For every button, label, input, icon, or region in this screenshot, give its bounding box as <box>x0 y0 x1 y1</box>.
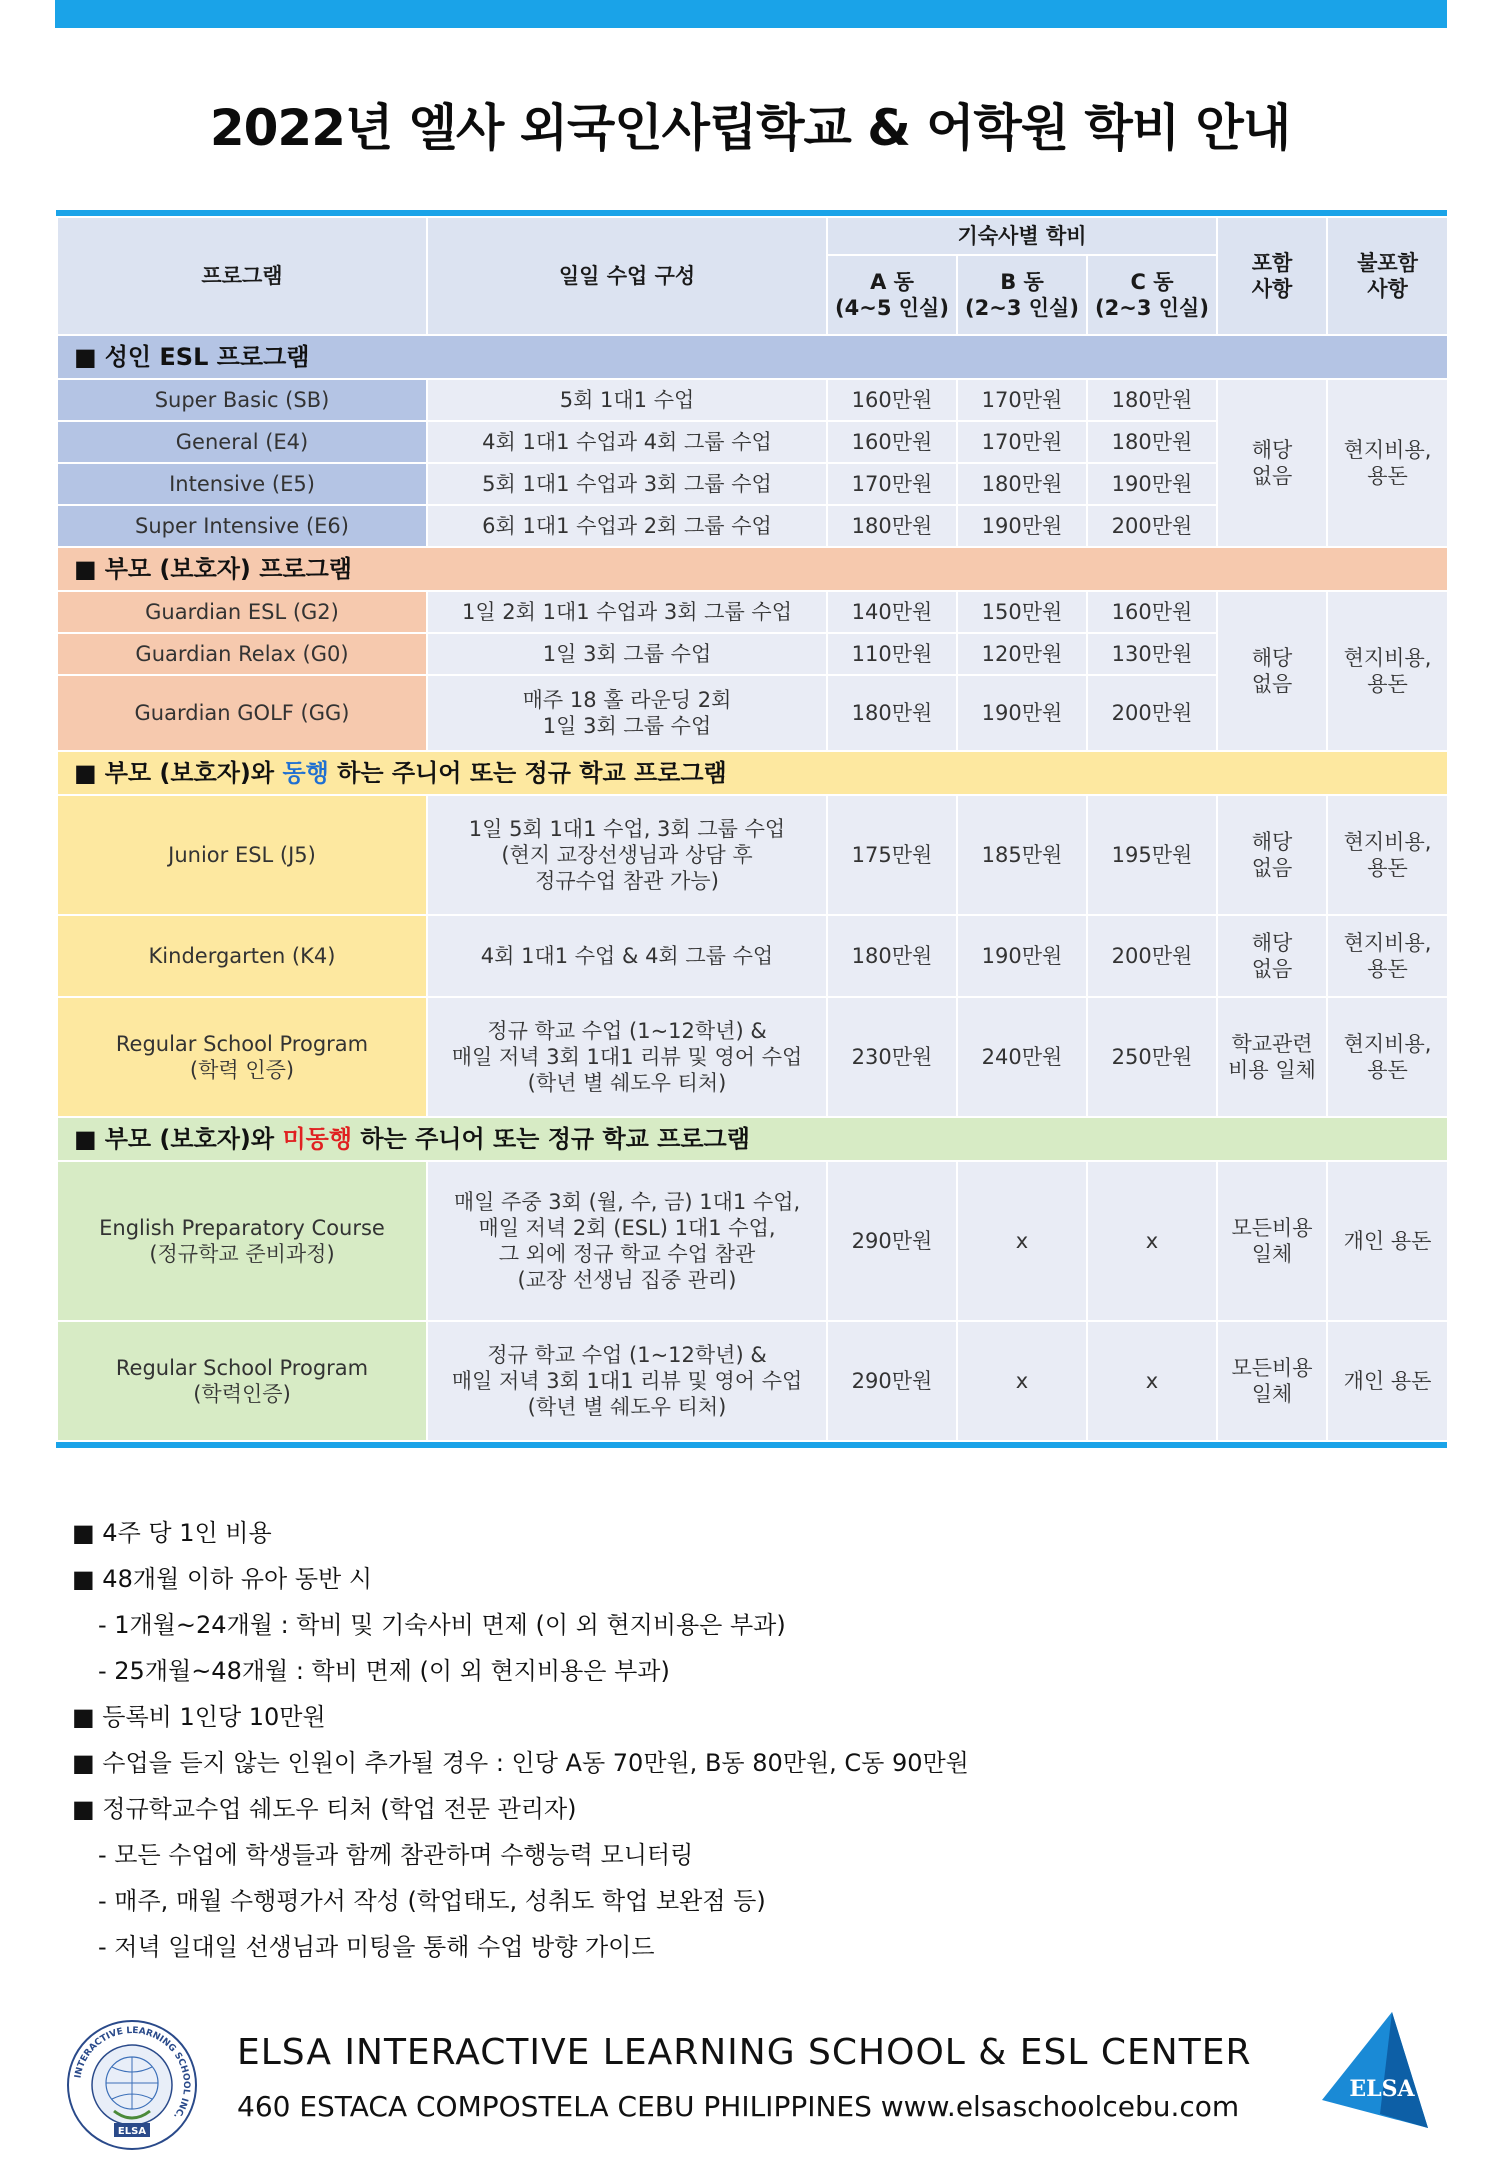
fee-b: 240만원 <box>957 997 1087 1117</box>
excluded-items: 현지비용, 용돈 <box>1327 795 1448 915</box>
daily-classes: 1일 2회 1대1 수업과 3회 그룹 수업 <box>427 591 827 633</box>
excluded-items: 현지비용, 용돈 <box>1327 997 1448 1117</box>
excluded-items: 현지비용, 용돈 <box>1327 379 1448 547</box>
daily-classes: 4회 1대1 수업과 4회 그룹 수업 <box>427 421 827 463</box>
fee-c: 195만원 <box>1087 795 1217 915</box>
fee-c: 190만원 <box>1087 463 1217 505</box>
note-item: ■ 48개월 이하 유아 동반 시 <box>72 1565 373 1593</box>
included-items: 모든비용 일체 <box>1217 1161 1327 1321</box>
svg-text:ELSA: ELSA <box>117 2126 147 2137</box>
excluded-items: 현지비용, 용돈 <box>1327 915 1448 997</box>
section-guardian <box>57 547 1448 591</box>
table-row <box>57 379 1448 421</box>
excluded-items: 현지비용, 용돈 <box>1327 591 1448 751</box>
fee-b: 170만원 <box>957 379 1087 421</box>
note-subitem: - 25개월~48개월 : 학비 면제 (이 외 현지비용은 부과) <box>98 1657 670 1685</box>
fee-a: 290만원 <box>827 1161 957 1321</box>
highlight-unaccompanied: 미동행 <box>282 1125 353 1153</box>
note-item: ■ 4주 당 1인 비용 <box>72 1519 272 1547</box>
program-name: Regular School Program (학력인증) <box>57 1321 427 1441</box>
included-items: 해당 없음 <box>1217 915 1327 997</box>
program-name: Guardian GOLF (GG) <box>57 675 427 751</box>
fee-a: 290만원 <box>827 1321 957 1441</box>
note-subitem: - 저녁 일대일 선생님과 미팅을 통해 수업 방향 가이드 <box>98 1933 655 1961</box>
fee-b: 190만원 <box>957 505 1087 547</box>
included-items: 모든비용 일체 <box>1217 1321 1327 1441</box>
fee-a: 180만원 <box>827 915 957 997</box>
note-subitem: - 모든 수업에 학생들과 함께 참관하며 수행능력 모니터링 <box>98 1841 694 1869</box>
included-items: 학교관련 비용 일체 <box>1217 997 1327 1117</box>
svg-text:ELSA: ELSA <box>1349 2076 1415 2102</box>
daily-classes: 4회 1대1 수업 & 4회 그룹 수업 <box>427 915 827 997</box>
note-item: ■ 수업을 듣지 않는 인원이 추가될 경우 : 인당 A동 70만원, B동 80만원, C동 90만원 <box>72 1749 969 1777</box>
daily-classes: 5회 1대1 수업과 3회 그룹 수업 <box>427 463 827 505</box>
fee-a: 160만원 <box>827 379 957 421</box>
fee-a: 110만원 <box>827 633 957 675</box>
fee-c: x <box>1087 1161 1217 1321</box>
highlight-accompanied: 동행 <box>282 759 329 787</box>
fee-b: 185만원 <box>957 795 1087 915</box>
daily-classes: 매주 18 홀 라운딩 2회 1일 3회 그룹 수업 <box>427 675 827 751</box>
program-name: Junior ESL (J5) <box>57 795 427 915</box>
fee-b: 150만원 <box>957 591 1087 633</box>
fee-b: 120만원 <box>957 633 1087 675</box>
included-items: 해당 없음 <box>1217 379 1327 547</box>
fee-a: 140만원 <box>827 591 957 633</box>
program-name: Intensive (E5) <box>57 463 427 505</box>
fee-c: 250만원 <box>1087 997 1217 1117</box>
daily-classes: 6회 1대1 수업과 2회 그룹 수업 <box>427 505 827 547</box>
fee-b: x <box>957 1321 1087 1441</box>
fee-c: 200만원 <box>1087 915 1217 997</box>
fee-a: 160만원 <box>827 421 957 463</box>
header-program: 프로그램 <box>57 217 427 335</box>
program-name: Super Basic (SB) <box>57 379 427 421</box>
section-with-parent: ■ 부모 (보호자)와 동행 하는 주니어 또는 정규 학교 프로그램 <box>57 751 1448 795</box>
program-name: Super Intensive (E6) <box>57 505 427 547</box>
top-accent-bar <box>55 0 1447 28</box>
program-name: General (E4) <box>57 421 427 463</box>
section-adult-esl <box>57 335 1448 379</box>
notes-list <box>72 1510 1272 1970</box>
fee-c: x <box>1087 1321 1217 1441</box>
fee-a: 180만원 <box>827 505 957 547</box>
school-seal-logo <box>62 2015 202 2155</box>
square-bullet-icon: ■ <box>74 1125 97 1153</box>
header-included: 포함 사항 <box>1217 217 1327 335</box>
table-row <box>57 1321 1448 1441</box>
fee-a: 230만원 <box>827 997 957 1117</box>
header-dorm-fee: 기숙사별 학비 <box>827 217 1217 255</box>
page-title: 2022년 엘사 외국인사립학교 & 어학원 학비 안내 <box>209 99 1291 157</box>
program-name: Guardian Relax (G0) <box>57 633 427 675</box>
table-bottom-rule <box>56 1442 1447 1448</box>
note-item: ■ 등록비 1인당 10만원 <box>72 1703 326 1731</box>
included-items: 해당 없음 <box>1217 795 1327 915</box>
program-name: Regular School Program (학력 인증) <box>57 997 427 1117</box>
header-daily-classes: 일일 수업 구성 <box>427 217 827 335</box>
footer-address: 460 ESTACA COMPOSTELA CEBU PHILIPPINES www.elsaschoolcebu.com <box>237 2090 1240 2123</box>
section-title: 성인 ESL 프로그램 <box>104 343 310 371</box>
note-subitem: - 매주, 매월 수행평가서 작성 (학업태도, 성취도 학업 보완점 등) <box>98 1887 766 1915</box>
fee-b: 190만원 <box>957 675 1087 751</box>
daily-classes: 1일 5회 1대1 수업, 3회 그룹 수업 (현지 교장선생님과 상담 후 정규수업 참관 가능) <box>427 795 827 915</box>
header-excluded: 불포함 사항 <box>1327 217 1448 335</box>
included-items: 해당 없음 <box>1217 591 1327 751</box>
daily-classes: 매일 주중 3회 (월, 수, 금) 1대1 수업, 매일 저녁 2회 (ESL) 1대1 수업, 그 외에 정규 학교 수업 참관 (교장 선생님 집중 관리) <box>427 1161 827 1321</box>
table-row <box>57 795 1448 915</box>
fee-c: 180만원 <box>1087 379 1217 421</box>
table-row <box>57 915 1448 997</box>
fee-c: 180만원 <box>1087 421 1217 463</box>
table-row <box>57 1161 1448 1321</box>
daily-classes: 정규 학교 수업 (1~12학년) & 매일 저녁 3회 1대1 리뷰 및 영어 수업 (학년 별 쉐도우 티처) <box>427 997 827 1117</box>
note-item: ■ 정규학교수업 쉐도우 티처 (학업 전문 관리자) <box>72 1795 577 1823</box>
square-bullet-icon: ■ <box>74 759 97 787</box>
section-without-parent: ■ 부모 (보호자)와 미동행 하는 주니어 또는 정규 학교 프로그램 <box>57 1117 1448 1161</box>
program-name: Kindergarten (K4) <box>57 915 427 997</box>
footer-school-name: ELSA INTERACTIVE LEARNING SCHOOL & ESL CENTER <box>237 2032 1252 2073</box>
fee-c: 160만원 <box>1087 591 1217 633</box>
daily-classes: 1일 3회 그룹 수업 <box>427 633 827 675</box>
section-title: 부모 (보호자) 프로그램 <box>104 555 352 583</box>
elsa-triangle-logo <box>1320 2010 1430 2130</box>
program-name: Guardian ESL (G2) <box>57 591 427 633</box>
square-bullet-icon: ■ <box>74 343 97 371</box>
program-name: English Preparatory Course (정규학교 준비과정) <box>57 1161 427 1321</box>
fee-c: 130만원 <box>1087 633 1217 675</box>
fee-b: 170만원 <box>957 421 1087 463</box>
header-dorm-b: B 동 (2~3 인실) <box>957 255 1087 335</box>
square-bullet-icon: ■ <box>74 555 97 583</box>
excluded-items: 개인 용돈 <box>1327 1161 1448 1321</box>
table-row <box>57 997 1448 1117</box>
fee-c: 200만원 <box>1087 675 1217 751</box>
fee-a: 180만원 <box>827 675 957 751</box>
daily-classes: 정규 학교 수업 (1~12학년) & 매일 저녁 3회 1대1 리뷰 및 영어 수업 (학년 별 쉐도우 티처) <box>427 1321 827 1441</box>
header-dorm-c: C 동 (2~3 인실) <box>1087 255 1217 335</box>
fee-table <box>56 216 1449 1442</box>
fee-a: 170만원 <box>827 463 957 505</box>
note-subitem: - 1개월~24개월 : 학비 및 기숙사비 면제 (이 외 현지비용은 부과) <box>98 1611 786 1639</box>
table-row <box>57 591 1448 633</box>
fee-table-container <box>56 210 1447 1448</box>
fee-b: x <box>957 1161 1087 1321</box>
header-dorm-a: A 동 (4~5 인실) <box>827 255 957 335</box>
daily-classes: 5회 1대1 수업 <box>427 379 827 421</box>
fee-b: 190만원 <box>957 915 1087 997</box>
fee-c: 200만원 <box>1087 505 1217 547</box>
svg-text:INTERACTIVE LEARNING SCHOOL IN: INTERACTIVE LEARNING SCHOOL INC. <box>73 2025 192 2121</box>
excluded-items: 개인 용돈 <box>1327 1321 1448 1441</box>
fee-b: 180만원 <box>957 463 1087 505</box>
fee-a: 175만원 <box>827 795 957 915</box>
